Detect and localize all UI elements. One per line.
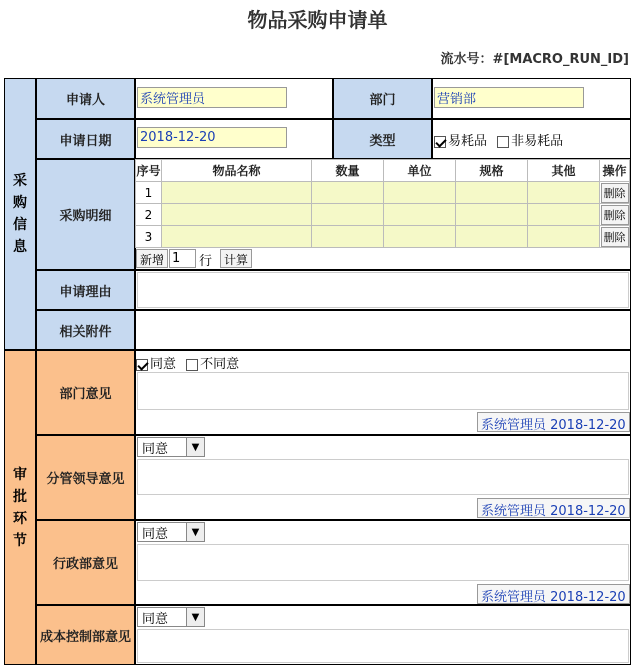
leader-signature[interactable]: 系统管理员 2018-12-20 bbox=[477, 498, 630, 518]
section-approval bbox=[4, 350, 36, 665]
section-purchase-info bbox=[4, 78, 36, 350]
item-name-input[interactable] bbox=[162, 226, 312, 248]
form-title: 物品采购申请单 bbox=[247, 8, 388, 32]
delete-row-button[interactable]: 删除 bbox=[601, 205, 629, 225]
other-input[interactable] bbox=[528, 182, 600, 204]
admin-opinion-value: 同意 bbox=[142, 526, 169, 542]
section-char: 审 bbox=[13, 466, 27, 483]
admin-signature[interactable]: 系统管理员 2018-12-20 bbox=[477, 584, 630, 604]
delete-row-button[interactable]: 删除 bbox=[601, 183, 629, 203]
agree-label: 同意 bbox=[150, 357, 177, 372]
other-input[interactable] bbox=[528, 226, 600, 248]
row-number: 3 bbox=[136, 226, 162, 248]
applicant-input[interactable]: 系统管理员 bbox=[137, 87, 287, 108]
spec-input[interactable] bbox=[456, 204, 528, 226]
department-input[interactable]: 营销部 bbox=[434, 87, 584, 108]
section-char: 节 bbox=[13, 532, 27, 549]
row-unit-label: 行 bbox=[199, 254, 213, 269]
col-header: 序号 bbox=[136, 160, 162, 182]
details-table bbox=[135, 159, 630, 248]
type-label: 类型 bbox=[333, 119, 432, 159]
table-row bbox=[136, 182, 630, 204]
section-char: 购 bbox=[13, 195, 27, 211]
col-header: 物品名称 bbox=[162, 160, 312, 182]
admin-opinion-select[interactable] bbox=[137, 522, 205, 542]
spec-input[interactable] bbox=[456, 182, 528, 204]
cost-opinion-select[interactable] bbox=[137, 607, 205, 627]
col-header: 操作 bbox=[600, 160, 630, 182]
delete-row-button[interactable]: 删除 bbox=[601, 227, 629, 247]
item-name-input[interactable] bbox=[162, 204, 312, 226]
row-number: 2 bbox=[136, 204, 162, 226]
quantity-input[interactable] bbox=[312, 182, 384, 204]
dept-opinion-label: 部门意见 bbox=[36, 350, 135, 435]
cost-opinion-value: 同意 bbox=[142, 611, 169, 627]
leader-opinion-label: 分管领导意见 bbox=[36, 435, 135, 520]
disagree-label: 不同意 bbox=[200, 357, 240, 372]
other-input[interactable] bbox=[528, 204, 600, 226]
department-label: 部门 bbox=[333, 78, 432, 119]
dept-opinion-choice bbox=[136, 353, 239, 372]
section-char: 采 bbox=[13, 173, 27, 189]
section-char: 息 bbox=[13, 239, 27, 255]
non-consumable-label: 非易耗品 bbox=[511, 134, 564, 149]
disagree-checkbox[interactable] bbox=[186, 359, 198, 371]
add-row-button[interactable]: 新增 bbox=[136, 249, 168, 268]
non-consumable-checkbox[interactable] bbox=[497, 136, 509, 148]
col-header: 单位 bbox=[384, 160, 456, 182]
col-header: 数量 bbox=[312, 160, 384, 182]
spec-input[interactable] bbox=[456, 226, 528, 248]
admin-opinion-textarea[interactable] bbox=[137, 544, 629, 581]
section-char: 信 bbox=[13, 217, 27, 233]
reason-textarea[interactable] bbox=[137, 272, 629, 308]
details-label: 采购明细 bbox=[36, 159, 135, 270]
col-header: 其他 bbox=[528, 160, 600, 182]
admin-opinion-label: 行政部意见 bbox=[36, 520, 135, 605]
cost-opinion-textarea[interactable] bbox=[137, 629, 629, 663]
section-char: 环 bbox=[13, 510, 27, 527]
consumable-label: 易耗品 bbox=[448, 134, 488, 149]
quantity-input[interactable] bbox=[312, 204, 384, 226]
type-options bbox=[434, 130, 563, 149]
chevron-down-icon: ▼ bbox=[186, 608, 204, 626]
dept-signature[interactable]: 系统管理员 2018-12-20 bbox=[477, 412, 630, 432]
leader-opinion-textarea[interactable] bbox=[137, 459, 629, 495]
table-row bbox=[136, 204, 630, 226]
col-header: 规格 bbox=[456, 160, 528, 182]
run-id: 流水号：#[MACRO_RUN_ID] bbox=[440, 52, 629, 67]
calculate-button[interactable]: 计算 bbox=[220, 249, 252, 268]
attachments-cell[interactable] bbox=[135, 310, 631, 350]
leader-opinion-select[interactable] bbox=[137, 437, 205, 457]
reason-label: 申请理由 bbox=[36, 270, 135, 310]
attachments-label: 相关附件 bbox=[36, 310, 135, 350]
row-number: 1 bbox=[136, 182, 162, 204]
quantity-input[interactable] bbox=[312, 226, 384, 248]
leader-opinion-value: 同意 bbox=[142, 441, 169, 457]
row-count-input[interactable]: 1 bbox=[169, 249, 196, 268]
chevron-down-icon: ▼ bbox=[186, 438, 204, 456]
unit-input[interactable] bbox=[384, 182, 456, 204]
consumable-checkbox[interactable] bbox=[434, 136, 446, 148]
section-char: 批 bbox=[13, 488, 27, 505]
item-name-input[interactable] bbox=[162, 182, 312, 204]
cost-opinion-label: 成本控制部意见 bbox=[36, 605, 135, 665]
table-row bbox=[136, 226, 630, 248]
applicant-label: 申请人 bbox=[36, 78, 135, 119]
apply-date-input[interactable]: 2018-12-20 bbox=[137, 127, 287, 148]
unit-input[interactable] bbox=[384, 204, 456, 226]
unit-input[interactable] bbox=[384, 226, 456, 248]
agree-checkbox[interactable] bbox=[136, 359, 148, 371]
chevron-down-icon: ▼ bbox=[186, 523, 204, 541]
apply-date-label: 申请日期 bbox=[36, 119, 135, 159]
dept-opinion-textarea[interactable] bbox=[137, 372, 629, 410]
